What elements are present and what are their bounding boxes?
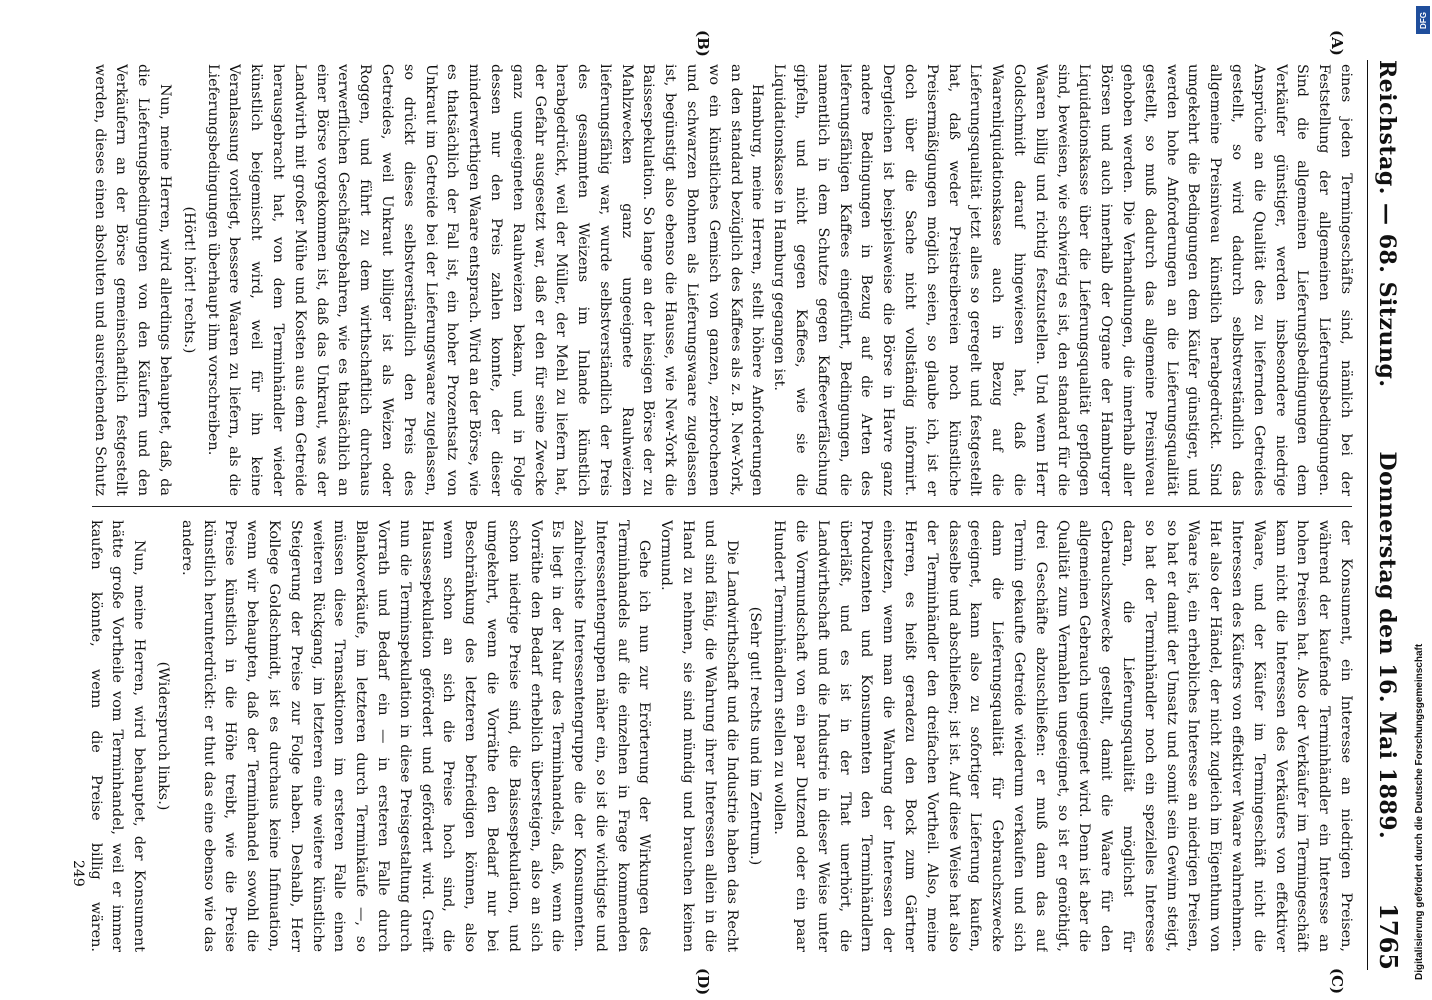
paragraph: eines jeden Termingeschäfts sind, nämlich bei der Feststellung der allgemeinen Lieferungsbedingungen. Sind die allgemeinen Lieferungsbedingungen dem Verkäufer günstiger, werden insbesondere niedrige Ansprüche an die Qualität des zu liefernden Getreides gestellt, so wird dadurch selbstverständlich das allgemeine Preisniveau künstlich herabgedrückt. Sind umgekehrt die Bedingungen dem Käufer günstiger, und werden hohe Anforderungen an die Lieferungsqualität gestellt, so muß dadurch das allgemeine Preisniveau gehoben werden. Die Verhandlungen, die innerhalb aller Börsen und auch innerhalb der Organe der Hamburger Liquidationskasse über die Lieferungsqualität gepflogen sind, beweisen, wie schwierig es ist, den standard für die Waaren billig und richtig festzustellen. Und wenn Herr Goldschmidt darauf hingewiesen hat, daß die Waarenliquidationskasse auch in Bezug auf die Lieferungsqualität jetzt alles so geregelt und festgestellt hat, daß weder Preistreibereien noch künstliche Preisermäßigungen möglich seien, so glaube ich, ist er doch über die Sache nicht vollständig informirt. Dergleichen ist beispielsweise die Börse in Havre ganz andere Bedingungen in Bezug auf die Arten des lieferungsfähigen Kaffees eingeführt, Bedingungen, die namentlich in dem Schutze gegen Kaffeeverfälschung gipfeln, und nicht gegen Kaffees, wie sie die Liquidationskasse in Hamburg gegangen ist. [771,64,1354,496]
right-column [86,520,1356,952]
paragraph: Nun, meine Herren, wird behauptet, der Konsument hätte große Vortheile vom Terminhandel, weil er immer kaufen könnte, wenn die Preise billig wären. [87,520,148,952]
interjection: (Hört! hört! rechts.) [180,206,197,354]
dfg-logo [1416,6,1430,34]
page-number: 1765 [1374,903,1403,970]
paragraph: Gehe ich nun zur Erörterung der Wirkungen des Terminhandels auf die einzelnen in Frage kommenden Interessentengruppen näher ein, so ist die wichtigste und zahlreichste Interessentengruppe die der Konsumenten. Es liegt in der Natur des Terminhandels, daß, wenn die Vorräthe den Bedarf erheblich übersteigen, also an sich schon niedrige Preise sind, die Baissespekulation, und umgekehrt, wenn die Vorräthe den Bedarf nur bei Beschränkung des letzteren befriedigen können, also wenn schon an sich die Preise hoch sind, die Haussespekulation gefördert und gefördert wird. Greift nun die Terminspekulation in diese Preisgestaltung durch Vorrath und Bedarf ein — in ersteren Falle durch Blankoverkäufe, im letzteren durch Terminkäufe —, so müssen diese Transaktionen im ersteren Falle einen weiteren Rückgang, im letzteren eine weitere künstliche Steigerung der Preise zur Folge haben. Deshalb, Herr Kollege Goldschmidt, ist es durchaus keine Infinuation, wenn wir behaupten, daß der Terminhandel sowohl die Preise künstlich in die Höhe treibt, wie die Preise künstlich herunterdrückt: er thut das eine ebenso wie das andere. [178,520,653,952]
interjection: (Widerspruch links.) [154,661,171,811]
paragraph: der Konsument, ein Interesse an niedrigen Preisen, während der kaufende Terminhändler ein Interesse an hohen Preisen hat. Also der Verkäufer im Termingeschäft kann nicht die Interessen des Verkäufers von effektiver Waare, und der Käufer im Termingeschäft nicht die Interessen des Käufers von effektiver Waare wahrnehmen. Hat also der Händel, der nicht zugleich im Eigenthum von Waare ist, ein erhebliches Interesse an niedrigen Preisen, so hat er damit der Umsatz und somit sein Gewinn steigt, so hat der Terminhändler noch ein spezielles Interesse daran, die Lieferungsqualität möglichst für Gebrauchszwecke gestellt, damit die Waare für den allgemeinen Gebrauch ungeeignet wird. Denn ist aber die Qualität zum Vermahlen ungeeignet, so ist er genöthigt, drei Geschäfte abzuschließen: er muß dann das auf Termin gekaufte Getreide wiederum verkaufen und sich dann die Lieferungsqualität für Gebrauchszwecke geeignet, kann also zu sofortiger Lieferung kaufen, dasselbe und abschließen; ist ist. Auf diese Weise hat also der Terminhändler den dreifachen Vortheil. Also, meine Herren, es heißt geradezu den Bock zum Gärtner einsetzen, wenn man die Wahrung der Interessen der Produzenten und Konsumenten den Terminhändlern überläßt, und es ist in der That unerhört, die Landwirthschaft und die Industrie in dieser Weise unter die Vormundschaft von ein paar Dutzend oder ein paar Hundert Terminhändlern stellen zu wollen. [771,520,1354,952]
digitization-note: Digitalisierung gefördert durch die Deutsche Forschungsgemeinschaft [1414,643,1425,980]
margin-marker-a: (A) [1328,30,1346,56]
paragraph: Hamburg, meine Herren, stellt höhere Anforderungen an den standard bezüglich des Kaffees als z. B. New-York, wo ein künstliches Gemisch von ganzen, zerbrochenen und schwarzen Bohnen als Lieferungswaare zugelassen ist, begünstigt also ebenso die Hausse, wie New-York die Baissespekulation. So lange an der hiesigen Börse der zu Mahlzwecken ganz ungeeignete Rauhweizen lieferungsfähig war, wurde selbstverständlich der Preis des gesammten Weizens im Inlande künstlich herabgedrückt, weil der Müller, der Mehl zu liefern hat, der Gefahr ausgesetzt war, daß er den für seine Zwecke ganz ungeeigneten Rauhweizen bekam, und in Folge dessen nur den Preis zahlen konnte, der dieser minderwerthigen Waare entsprach. Wird an der Börse, wie es thatsächlich der Fall ist, ein hoher Prozentsatz von Unkraut im Getreide bei der Lieferungswaare zugelassen, so drückt dieses selbstverständlich den Preis des Getreides, weil Unkraut billiger ist als Weizen oder Roggen, und führt zu dem wirthschaftlich durchaus verwerflichen Geschäftsgebahren, wie es thatsächlich an einer Börse vorgekommen ist, daß das Unkraut, was der Landwirth mit großer Mühe und Kosten aus dem Getreide herausgebracht hat, von dem Terminhändler wieder künstlich beigemischt wird, weil für ihn keine Veranlassung vorliegt, bessere Waaren zu liefern, als die Lieferungsbedingungen überhaupt ihm vorschreiben. [204,64,766,496]
page-header [1367,60,1414,970]
margin-marker-d: (D) [694,968,712,996]
margin-marker-b: (B) [694,30,712,57]
margin-marker-c: (C) [1328,968,1346,995]
sheet-signature: 249 [70,860,86,887]
left-column [86,64,1356,496]
session-date: Donnerstag den 16. Mai 1889. [1374,451,1400,840]
dfg-logo-text: DFG [1418,11,1428,29]
paragraph: Die Landwirthschaft und die Industrie haben das Recht und sind fähig, die Wahrung ihrer Interessen allein in die Hand zu nehmen, sie sind mündig und brauchen keinen Vormund. [658,520,740,952]
column-divider [92,506,1352,507]
paragraph: Nun, meine Herren, wird allerdings behauptet, daß, da die Lieferungsbedingungen von den Käufern und den Verkäufern an der Börse gemeinschaftlich festgestellt werden, dieses einen absoluten und ausreichenden Schutz [91,64,173,496]
interjection: (Sehr gut! rechts und im Zentrum.) [747,606,764,866]
session-title: Reichstag. — 68. Sitzung. [1374,60,1400,388]
